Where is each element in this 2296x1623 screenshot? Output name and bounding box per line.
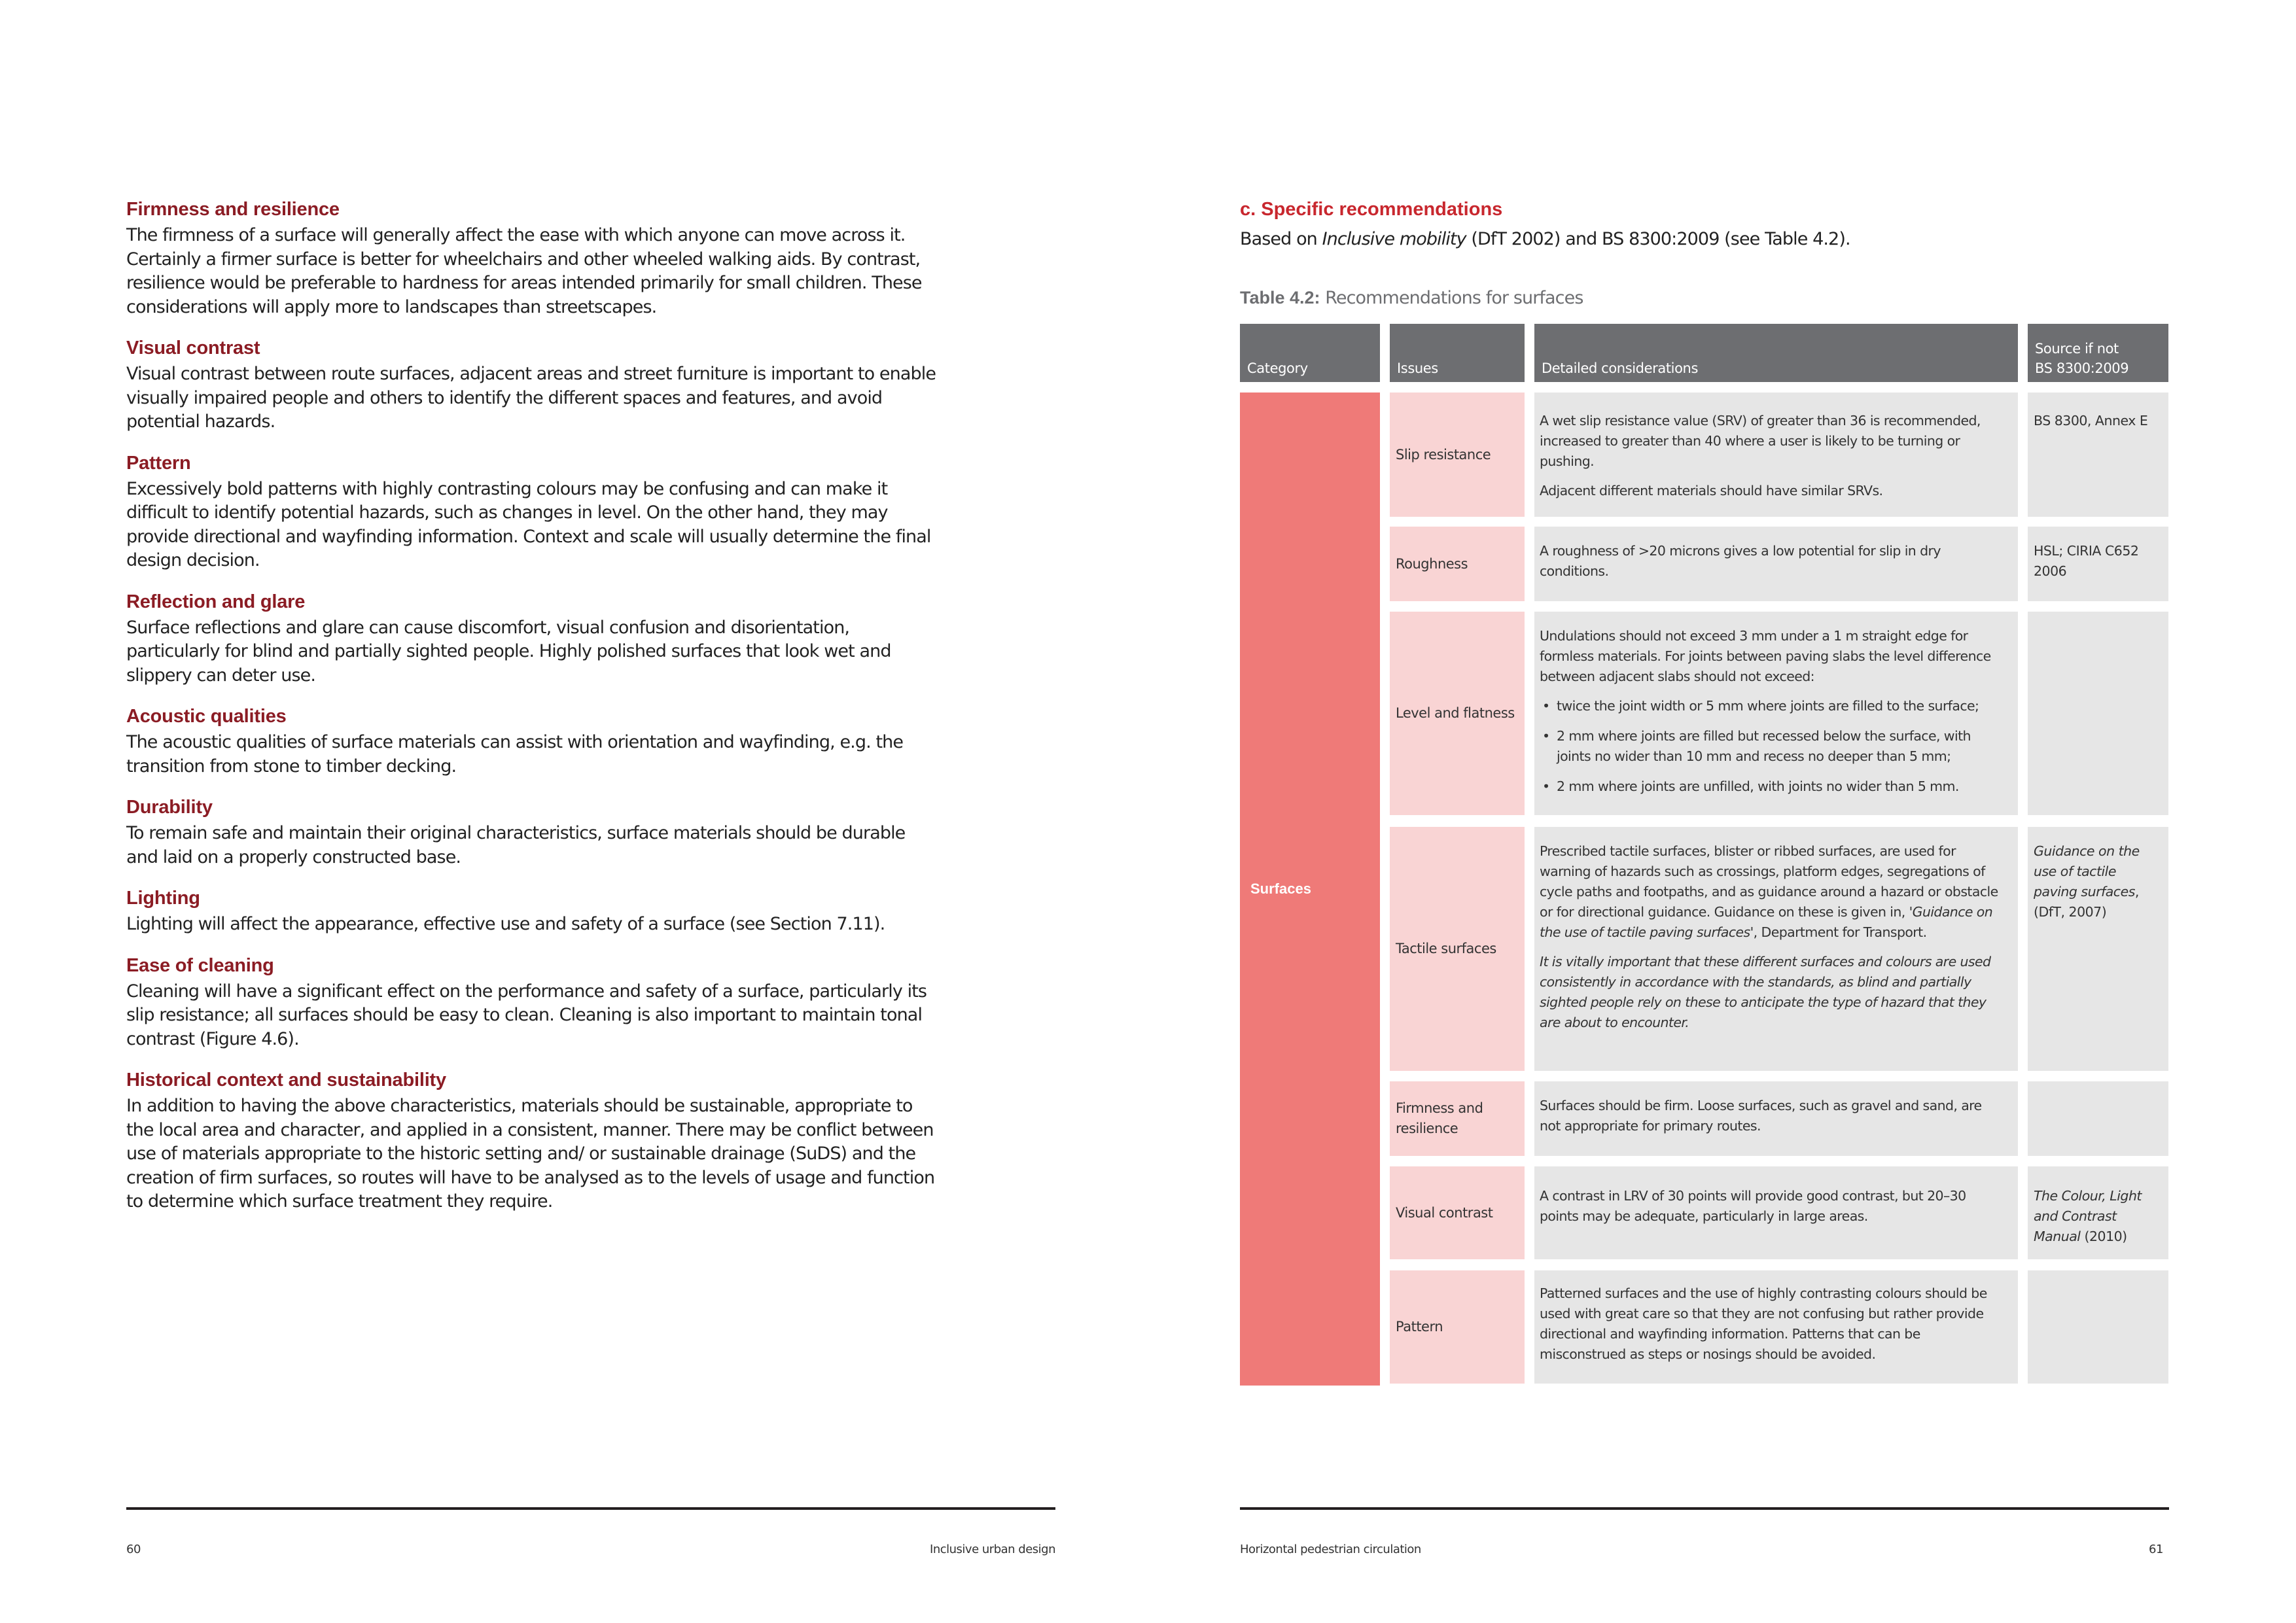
- detail-cell: [1534, 393, 2018, 517]
- category-label: Surfaces: [1250, 881, 1311, 897]
- header-label: Source if not: [2035, 341, 2119, 357]
- source-text: BS 8300, Annex E: [2034, 413, 2148, 428]
- source-cell: [2028, 527, 2168, 601]
- section-body: The firmness of a surface will generally affect the ease with which anyone can move across it. Certainly a firmer surface is better for wheelchairs and other wheeled walking aids. By contrast, resilience would be preferable to hardness for areas intended primarily for small children. These considerations will apply more to landscapes than streetscapes.: [126, 225, 922, 317]
- source-citation: The Colour, Light and Contrast Manual: [2034, 1188, 2142, 1244]
- header-source: [2028, 324, 2168, 382]
- detail-cell: [1534, 612, 2018, 815]
- section-heading: Durability: [126, 797, 213, 818]
- issue-label: Pattern: [1396, 1319, 1443, 1335]
- detail-text: Undulations should not exceed 3 mm under a 1 m straight edge for formless materials. For joints between paving slabs the level difference between adjacent slabs should not exceed:: [1540, 628, 1991, 684]
- bullet-item: [1540, 777, 2006, 797]
- section-heading: Acoustic qualities: [126, 706, 287, 727]
- header-label: Category: [1247, 360, 1308, 376]
- section-acoustic: [126, 705, 938, 778]
- footer-rule: [126, 1507, 1055, 1510]
- issue-cell: [1390, 393, 1525, 517]
- category-cell: [1240, 393, 1380, 1386]
- source-text: HSL; CIRIA C652: [2034, 543, 2139, 559]
- header-label: BS 8300:2009: [2035, 360, 2129, 376]
- running-title: Inclusive urban design: [930, 1543, 1055, 1556]
- section-body: Surface reflections and glare can cause discomfort, visual confusion and disorientation, particularly for blind and partially sighted people. Highly polished surfaces that look wet and slippery can deter use.: [126, 617, 891, 686]
- detail-text: [1540, 841, 2006, 943]
- bullet-text: twice the joint width or 5 mm where joints are filled to the surface;: [1557, 698, 1979, 714]
- source-cell: [2028, 1166, 2168, 1259]
- footer-rule: [1240, 1507, 2169, 1510]
- page-number: 61: [2149, 1543, 2163, 1556]
- issue-label: Roughness: [1396, 555, 1468, 572]
- section-heading: Historical context and sustainability: [126, 1070, 446, 1091]
- section-visual-contrast: [126, 336, 938, 434]
- section-body: Lighting will affect the appearance, effective use and safety of a surface (see Section 7.11).: [126, 914, 885, 934]
- detail-text: A roughness of >20 microns gives a low potential for slip in dry conditions.: [1540, 543, 1941, 579]
- section-firmness: [126, 198, 938, 319]
- section-historical: [126, 1068, 938, 1214]
- section-heading: Lighting: [126, 888, 200, 909]
- page-number: 60: [126, 1543, 141, 1556]
- detail-cell: [1534, 1081, 2018, 1156]
- source-cell: [2028, 827, 2168, 1071]
- section-body: Cleaning will have a significant effect on the performance and safety of a surface, particularly its slip resistance; all surfaces should be easy to clean. Cleaning is also important to maintain tonal contrast (Figure 4.6).: [126, 981, 927, 1049]
- section-heading: Ease of cleaning: [126, 954, 274, 976]
- header-label: Issues: [1397, 360, 1438, 376]
- section-heading: Pattern: [126, 452, 191, 474]
- detail-cell: [1534, 1270, 2018, 1384]
- section-lighting: [126, 886, 938, 937]
- issue-cell: [1390, 1166, 1525, 1259]
- running-title: Horizontal pedestrian circulation: [1240, 1543, 1421, 1556]
- detail-text: Patterned surfaces and the use of highly contrasting colours should be used with great care so that they are not confusing but rather provide directional and wayfinding information. Patterns that can be misconstrued as steps or nosings should be avoided.: [1540, 1285, 1987, 1362]
- source-text: , (DfT, 2007): [2034, 884, 2139, 920]
- intro-citation: Inclusive mobility: [1322, 229, 1466, 249]
- section-body: In addition to having the above characteristics, materials should be sustainable, appropriate to the local area and character, and applied in a consistent, manner. There may be conflict between use of materials appropriate to the historic setting and/ or sustainable drainage (SuDS) and the creation of firm surfaces, so routes will have to be analysed as to the levels of usage and function to determine which surface treatment they require.: [126, 1096, 935, 1212]
- detail-emphasis: It is vitally important that these different surfaces and colours are used consistently in accordance with the standards, as blind and partially sighted people rely on these to anticipate the type of hazard that they are about to encounter.: [1540, 954, 1991, 1030]
- issue-cell: [1390, 527, 1525, 601]
- section-durability: [126, 795, 938, 869]
- detail-text: Adjacent different materials should have similar SRVs.: [1540, 483, 1883, 498]
- table-caption-label: Table 4.2:: [1240, 288, 1320, 307]
- intro-text: [1240, 228, 2169, 251]
- source-cell: [2028, 612, 2168, 815]
- header-label: Detailed considerations: [1542, 360, 1698, 376]
- detail-cell: [1534, 827, 2018, 1071]
- issue-label: Level and flatness: [1396, 705, 1515, 721]
- section-body: Visual contrast between route surfaces, adjacent areas and street furniture is important to enable visually impaired people and others to identify the different spaces and features, and avoid potential hazards.: [126, 364, 936, 432]
- detail-text: A contrast in LRV of 30 points will provide good contrast, but 20–30 points may be adequate, particularly in large areas.: [1540, 1188, 1966, 1224]
- source-text: 2006: [2034, 563, 2067, 579]
- source-text: (2010): [2080, 1229, 2127, 1244]
- issue-cell: [1390, 1270, 1525, 1384]
- detail-text-part: Prescribed tactile surfaces, blister or ribbed surfaces, are used for warning of hazards such as crossings, platform edges, segregations of cycle paths and footpaths, and as guidance around a hazard or obstacle or for directional guidance. Guidance on these is given in, ': [1540, 843, 1998, 920]
- detail-text: A wet slip resistance value (SRV) of greater than 36 is recommended, increased to greater than 40 where a user is likely to be turning or pushing.: [1540, 413, 1981, 469]
- detail-cell: [1534, 527, 2018, 601]
- section-heading: Visual contrast: [126, 338, 260, 358]
- bullet-icon: •: [1542, 698, 1550, 714]
- bullet-text: 2 mm where joints are filled but recessed below the surface, with joints no wider than 10 mm and recess no deeper than 5 mm;: [1557, 728, 1971, 764]
- section-heading: c. Specific recommendations: [1240, 199, 1503, 220]
- section-body: Excessively bold patterns with highly contrasting colours may be confusing and can make it difficult to identify potential hazards, such as changes in level. On the other hand, they may provide directional and wayfinding information. Context and scale will usually determine the final design decision.: [126, 478, 931, 570]
- detail-text-part: ', Department for Transport.: [1750, 924, 1927, 940]
- bullet-icon: •: [1542, 778, 1550, 794]
- header-issues: [1390, 324, 1525, 382]
- intro-text-end: (DfT 2002) and BS 8300:2009 (see Table 4.2).: [1466, 229, 1850, 249]
- section-pattern: [126, 451, 938, 573]
- header-detail: [1534, 324, 2018, 382]
- issue-cell: [1390, 1081, 1525, 1156]
- section-cleaning: [126, 954, 938, 1052]
- left-text-column: [126, 198, 938, 1231]
- issue-cell: [1390, 827, 1525, 1071]
- header-category: [1240, 324, 1380, 382]
- issue-label: Visual contrast: [1396, 1204, 1493, 1221]
- bullet-list: [1540, 696, 2006, 797]
- detail-cell: [1534, 1166, 2018, 1259]
- source-cell: [2028, 1081, 2168, 1156]
- issue-label: Firmness and resilience: [1396, 1100, 1483, 1136]
- section-body: The acoustic qualities of surface materials can assist with orientation and wayfinding, e.g. the transition from stone to timber decking.: [126, 732, 904, 777]
- source-cell: [2028, 393, 2168, 517]
- issue-label: Tactile surfaces: [1396, 941, 1496, 956]
- section-reflection: [126, 590, 938, 688]
- section-heading: Firmness and resilience: [126, 199, 340, 220]
- detail-citation: Guidance on the use of tactile paving surfaces: [1540, 904, 1993, 940]
- source-citation: Guidance on the use of tactile paving surfaces: [2034, 843, 2140, 899]
- right-page: [1148, 0, 2296, 1623]
- source-cell: [2028, 1270, 2168, 1384]
- section-body: To remain safe and maintain their original characteristics, surface materials should be durable and laid on a properly constructed base.: [126, 823, 906, 867]
- bullet-icon: •: [1542, 728, 1550, 744]
- bullet-text: 2 mm where joints are unfilled, with joints no wider than 5 mm.: [1557, 778, 1959, 794]
- bullet-item: [1540, 726, 2006, 767]
- section-heading: Reflection and glare: [126, 591, 306, 612]
- intro-text-start: Based on: [1240, 229, 1322, 249]
- table-caption-text: Recommendations for surfaces: [1320, 288, 1583, 308]
- issue-cell: [1390, 612, 1525, 815]
- bullet-item: [1540, 696, 2006, 716]
- issue-label: Slip resistance: [1396, 446, 1491, 462]
- table-caption: [1240, 288, 1583, 308]
- detail-text: Surfaces should be firm. Loose surfaces, such as gravel and sand, are not appropriate for primary routes.: [1540, 1098, 1982, 1134]
- right-text-column: [1240, 198, 2169, 251]
